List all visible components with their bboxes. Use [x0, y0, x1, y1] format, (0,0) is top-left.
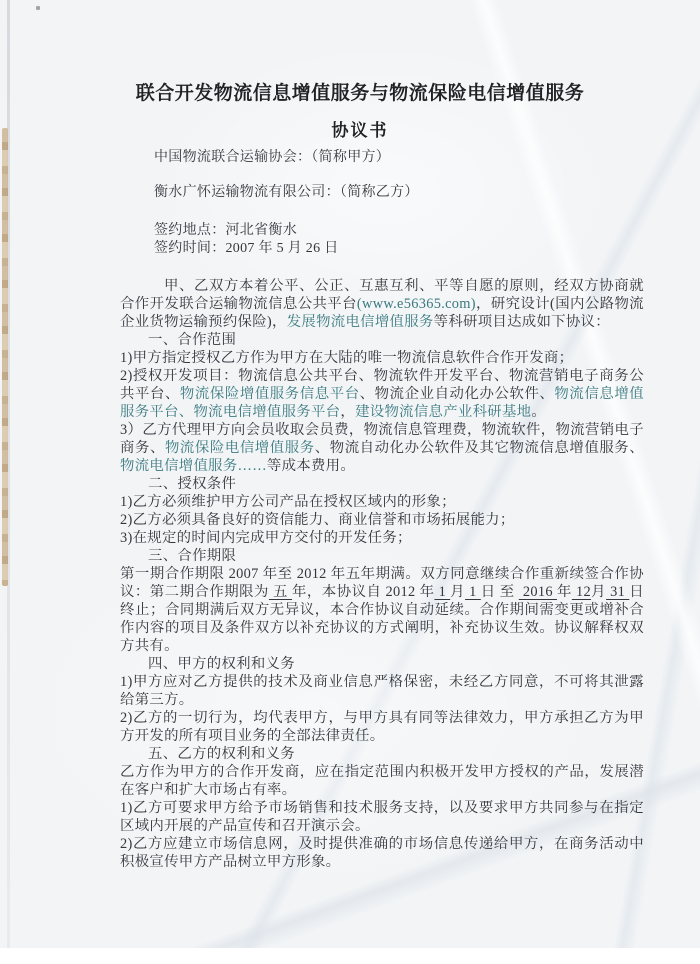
text-segment: 1)乙方可要求甲方给予市场销售和技术服务支持，以及要求甲方共同参与在指定区域内开展的产品宣传和召开演示会。 [120, 800, 644, 834]
text-segment: 日终止；合同期满后双方无异议，本合作协议自动延续。合作期间需变更或增补合作内容的项目及条件双方以补充协议的方式阐明，补充协议生效。协议解释权双方共有。 [120, 584, 644, 654]
text-segment: 物流信息增值服务平台、物流电信增值服务平台 [120, 386, 644, 420]
text-segment: 2)乙方的一切行为，均代表甲方，与甲方具有同等法律效力，甲方承担乙方为甲方开发的所有项目业务的全部法律责任。 [120, 710, 644, 744]
paragraph [120, 511, 644, 529]
binding-edge-strip [2, 128, 8, 586]
paragraph [120, 673, 644, 709]
text-segment: 月 [590, 584, 607, 600]
paragraph [120, 565, 644, 655]
text-segment: ， [340, 404, 356, 420]
party-b-line: 衡水广怀运输物流有限公司：（简称乙方） [154, 185, 419, 200]
paragraph [120, 709, 644, 745]
sign-time-line: 签约时间：2007 年 5 月 26 日 [154, 241, 339, 256]
text-segment: (www.e56365.com) [356, 296, 476, 312]
text-segment: 等科研项目达成如下协议： [433, 314, 610, 330]
scan-artifact-speck [36, 6, 40, 10]
text-segment: 1)甲方指定授权乙方作为甲方在大陆的唯一物流信息软件合作开发商； [120, 350, 574, 366]
text-segment: 、物流企业自动化办公软件、 [359, 386, 555, 402]
document-content [120, 82, 644, 871]
text-segment: 第一期合作期限 2007 年至 2012 年五年期满。双方同意继续合作重新续签合作协议：第二期合作期限为 [120, 566, 644, 600]
document-title: 联合开发物流信息增值服务与物流保险电信增值服务 [135, 83, 585, 104]
filled-blank: 1 [434, 584, 451, 600]
text-segment: 五、乙方的权利和义务 [148, 746, 295, 762]
section-heading [120, 547, 644, 565]
text-segment: 2)乙方必须具备良好的资信能力、商业信誉和市场拓展能力； [120, 512, 515, 528]
text-segment: 年 [556, 584, 572, 600]
text-segment: 2)乙方应建立市场信息网，及时提供准确的市场信息传递给甲方，在商务活动中积极宣传甲方产品树立甲方形象。 [120, 836, 644, 870]
filled-blank: 1 [465, 584, 481, 600]
paragraph [120, 529, 644, 547]
document-subtitle: 协议书 [331, 121, 389, 140]
text-segment: 三、合作期限 [148, 548, 237, 564]
text-segment: 日 至 [480, 584, 519, 600]
paragraph [120, 799, 644, 835]
filled-blank: 12 [571, 584, 591, 600]
text-segment: 1)甲方应对乙方提供的技术及商业信息严格保密，未经乙方同意，不可将其泄露给第三方。 [120, 674, 644, 708]
text-segment: 甲、乙双方本着公平、公正、互惠互利、平等自愿的原则，经双方协商就合作开发联合运输物流信息公共平台 [120, 278, 644, 312]
text-segment: 二、授权条件 [148, 476, 237, 492]
filled-blank: 31 [606, 584, 630, 600]
text-segment: 物流保险增值服务信息平台 [179, 386, 360, 402]
text-segment: 1)乙方必须维护甲方公司产品在授权区域内的形象； [120, 494, 456, 510]
text-segment: ，研究设计(国内公路物流企业货物运输预约保险)， [120, 296, 644, 330]
sign-place-line: 签约地点：河北省衡水 [154, 223, 297, 238]
section-heading [120, 655, 644, 673]
text-segment: 、物流自动化办公软件及其它物流信息增值服务、 [314, 440, 644, 456]
party-a-line: 中国物流联合运输协会：（简称甲方） [154, 150, 391, 165]
title-block [70, 82, 650, 141]
text-segment: 四、甲方的权利和义务 [148, 656, 295, 672]
paragraph [120, 493, 644, 511]
text-segment: 月 [450, 584, 466, 600]
text-segment: 等成本费用。 [266, 458, 356, 474]
paragraph [120, 835, 644, 871]
document-body [120, 277, 644, 871]
text-segment: 3）乙方代理甲方向会员收取会员费，物流信息管理费，物流软件，物流营销电子商务、 [120, 422, 644, 456]
text-segment: 2)授权开发项目：物流信息公共平台、物流软件开发平台、物流营销电子商务公共平台、 [120, 368, 644, 402]
paragraph [120, 277, 644, 331]
section-heading [120, 331, 644, 349]
text-segment: 物流电信增值服务…… [120, 458, 267, 474]
paragraph [120, 421, 644, 475]
text-segment: 发展物流电信增值服务 [286, 314, 434, 330]
text-segment: 建设物流信息产业科研基地 [355, 404, 532, 420]
paragraph [120, 763, 644, 799]
text-segment: 年，本协议自 2012 年 [292, 584, 435, 600]
filled-blank: 2016 [518, 584, 557, 600]
paragraph [120, 367, 644, 421]
section-heading [120, 475, 644, 493]
filled-blank: 五 [268, 584, 293, 600]
text-segment: 一、合作范围 [148, 332, 237, 348]
meta-block [154, 150, 644, 257]
text-segment: 3)在规定的时间内完成甲方交付的开发任务； [120, 530, 412, 546]
section-heading [120, 745, 644, 763]
text-segment: 乙方作为甲方的合作开发商，应在指定范围内积极开发甲方授权的产品，发展潜在客户和扩大市场占有率。 [120, 764, 644, 798]
text-segment: 物流保险电信增值服务 [164, 440, 315, 456]
paragraph [120, 349, 644, 367]
text-segment: 。 [531, 404, 547, 420]
